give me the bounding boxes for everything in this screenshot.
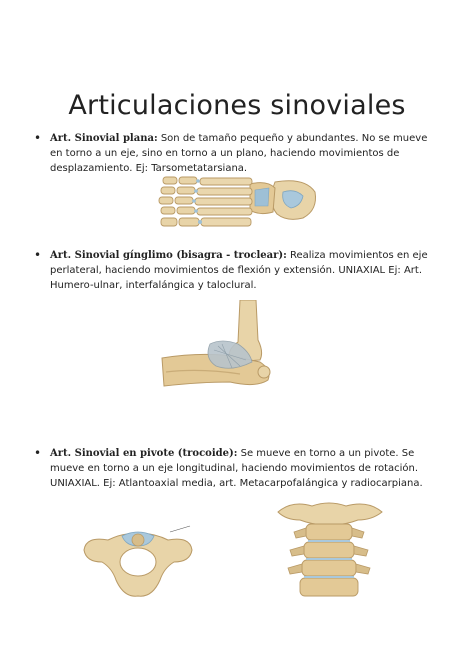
- item-text: Realiza movimientos en eje perlateral, haciendo movimientos de flexión y extensión. UNIAXIAL Ej: Art. Humero-ulnar, interfalángica y taloclural.: [50, 250, 428, 291]
- term-label: Art. Sinovial en pivote (trocoide):: [50, 448, 238, 459]
- atlas-vertebra-illustration: [78, 522, 198, 602]
- list-item-plana: [34, 131, 430, 176]
- item-text: Se mueve en torno a un pivote. Se mueve en torno a un eje longitudinal, haciendo movimientos de rotación. UNIAXIAL. Ej: Atlantoaxial media, art. Metacarpofalángica y radiocarpiana.: [50, 448, 423, 489]
- bullet: •: [34, 131, 42, 145]
- list-item-ginglimo: [34, 248, 430, 293]
- item-text: Son de tamaño pequeño y abundantes. No se mueve en torno a un eje, sino en torno a un plano, haciendo movimientos de desplazamiento. Ej: Tarsometatarsiana.: [50, 133, 428, 174]
- list-item-pivote: [34, 446, 430, 491]
- term-label: Art. Sinovial plana:: [50, 133, 158, 144]
- bullet: •: [34, 248, 42, 262]
- cervical-vertebrae-illustration: [272, 498, 387, 603]
- page-title: Articulaciones sinoviales: [68, 90, 406, 121]
- elbow-joint-illustration: [160, 300, 275, 395]
- foot-bones-illustration: [155, 172, 320, 230]
- bullet: •: [34, 446, 42, 460]
- term-label: Art. Sinovial gínglimo (bisagra - troclear):: [50, 250, 287, 261]
